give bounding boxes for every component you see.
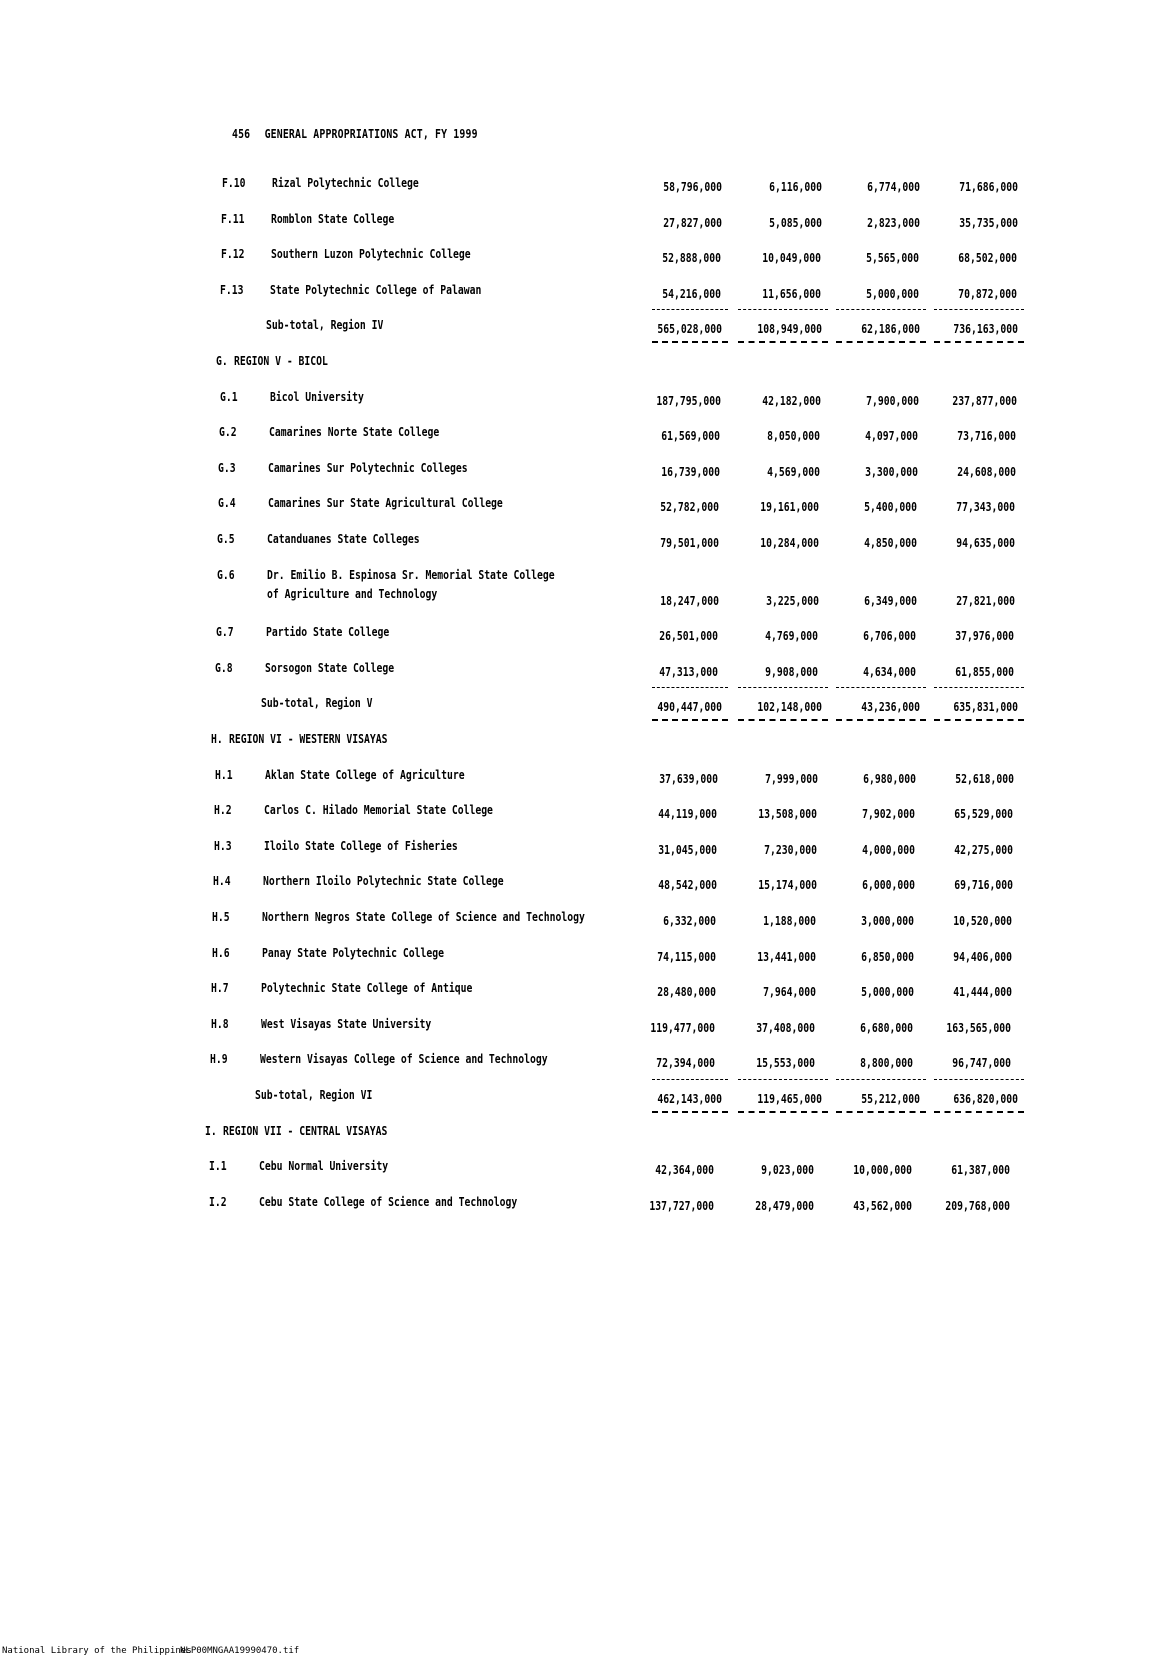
row-name [261,980,472,995]
row-code: G.1 [219,388,238,404]
row-name [270,389,364,404]
amount-cell: 58,796,000 [663,179,722,194]
subtotal-amount: 636,820,000 [953,1091,1018,1106]
row-name-line1: Catanduanes State Colleges [267,531,420,546]
amount-cell: 6,000,000 [861,877,915,893]
amount-cell: 4,000,000 [862,841,915,857]
table-row [0,460,1160,482]
row-code: F.13 [220,281,244,297]
amount-cell: 209,768,000 [945,1197,1011,1213]
row-name [262,945,444,960]
amount-cell: 79,501,000 [660,535,720,550]
amount-cell: 44,119,000 [658,806,718,822]
row-name [263,873,504,888]
row-code: G.5 [217,531,235,546]
row-code: G.6 [216,566,235,582]
amount-cell: 28,480,000 [656,984,716,1000]
table-row [0,1051,1160,1073]
row-name-line1: Panay State Polytechnic College [261,944,444,960]
subtotal-rule-top [836,309,926,310]
amount-cell: 6,680,000 [860,1019,914,1035]
amount-cell: 119,477,000 [650,1019,716,1035]
table-row [0,945,1160,967]
amount-cell: 71,686,000 [959,179,1018,194]
amount-cell: 42,182,000 [761,392,821,408]
table-row [0,566,1160,608]
amount-cell: 4,850,000 [864,535,918,550]
subtotal-rule-top [738,1079,828,1080]
subtotal-amount: 736,163,000 [953,321,1018,337]
row-code: G.4 [217,495,236,511]
page-header [232,127,486,141]
row-code: H.2 [214,802,232,818]
amount-cell: 5,000,000 [866,285,919,301]
amount-cell: 2,823,000 [866,214,920,230]
amount-cell: 9,908,000 [765,663,819,679]
amount-cell: 6,116,000 [769,179,822,194]
row-code: H.1 [214,766,233,782]
subtotal-rule-bottom [652,719,728,721]
row-name-line1: Sorsogon State College [265,659,395,675]
table-row [0,531,1160,553]
amount-cell: 77,343,000 [956,499,1016,515]
amount-cell: 42,275,000 [954,841,1013,857]
section-heading [216,353,334,368]
amount-cell: 18,247,000 [660,592,719,608]
amount-cell: 7,902,000 [862,806,916,822]
amount-cell: 69,716,000 [953,877,1013,893]
amount-cell: 52,618,000 [954,770,1014,786]
amount-cell: 26,501,000 [659,628,719,644]
amount-cell: 19,161,000 [760,499,820,515]
amount-cell: 28,479,000 [755,1197,815,1213]
row-name [261,1016,431,1031]
row-code: I.2 [208,1193,227,1209]
row-name-line1: Camarines Norte State College [269,424,440,440]
subtotal-rule-bottom [652,341,728,343]
footer-library: National Library of the Philippines [2,1646,192,1656]
row-name [265,767,465,782]
table-row [0,767,1160,789]
subtotal-rule-bottom [836,719,926,721]
amount-cell: 35,735,000 [958,214,1018,230]
section-letter: I. [205,1122,218,1138]
subtotal-rule-top [652,1079,728,1080]
section-heading [205,1123,394,1138]
table-row [0,495,1160,517]
amount-cell: 61,569,000 [661,428,721,444]
row-name [262,909,585,924]
row-name [259,1158,388,1173]
subtotal-label: Sub-total, Region VI [255,1087,373,1102]
amount-cell: 3,000,000 [861,913,915,928]
section-letter: H. [210,731,223,746]
subtotal-rule-bottom [934,341,1024,343]
row-code: H.4 [213,873,231,889]
subtotal-rule-top [652,687,728,688]
amount-cell: 74,115,000 [657,948,716,964]
subtotal-rule-top [934,309,1024,310]
row-name-line1: Carlos C. Hilado Memorial State College [264,802,494,818]
table-row [0,389,1160,411]
row-name-line1: Romblon State College [271,210,395,226]
table-row [0,246,1160,268]
amount-cell: 10,049,000 [762,250,822,266]
document-title: GENERAL APPROPRIATIONS ACT, FY 1999 [264,127,478,141]
amount-cell: 6,774,000 [867,179,920,194]
row-name-line1: Northern Negros State College of Science and Technology [262,909,586,924]
amount-cell: 4,634,000 [863,663,917,679]
amount-cell: 48,542,000 [657,877,717,893]
amount-cell: 24,608,000 [957,463,1016,479]
subtotal-rule-top [934,687,1024,688]
amount-cell: 8,050,000 [767,428,821,444]
table-row [0,909,1160,931]
section-title: REGION VII - CENTRAL VISAYAS [223,1122,388,1138]
subtotal-row [0,695,1160,717]
row-code: G.3 [218,459,237,475]
subtotal-amount: 62,186,000 [861,321,920,337]
row-code: F.12 [220,246,245,262]
amount-cell: 10,520,000 [953,913,1013,928]
amount-cell: 13,508,000 [758,806,818,822]
amount-cell: 13,441,000 [757,948,816,964]
table-row [0,1194,1160,1216]
amount-cell: 37,408,000 [756,1019,816,1035]
section-heading [211,731,394,746]
subtotal-rule-top [934,1079,1024,1080]
subtotal-amount: 565,028,000 [657,321,722,337]
page-number: 456 [232,127,251,141]
subtotal-amount: 102,148,000 [757,699,822,715]
amount-cell: 94,635,000 [956,535,1016,550]
row-name-line1: Southern Luzon Polytechnic College [270,246,471,262]
row-name-line1: Polytechnic State College of Antique [261,980,473,996]
amount-cell: 3,300,000 [864,463,918,479]
amount-cell: 4,097,000 [865,428,919,444]
row-name [268,495,503,510]
amount-cell: 68,502,000 [958,250,1018,266]
amount-cell: 237,877,000 [951,392,1017,408]
subtotal-rule-bottom [738,719,828,721]
subtotal-amount: 490,447,000 [657,699,722,715]
table-row [0,980,1160,1002]
amount-cell: 43,562,000 [853,1197,913,1213]
subtotal-label: Sub-total, Region V [260,695,373,711]
table-row [0,1158,1160,1180]
amount-cell: 41,444,000 [952,984,1012,1000]
row-name-line1: Camarines Sur Polytechnic Colleges [268,459,468,475]
amount-cell: 70,872,000 [958,285,1017,301]
row-name [259,1194,517,1209]
row-code: F.11 [221,210,245,226]
amount-cell: 15,174,000 [757,877,817,893]
amount-cell: 5,565,000 [866,250,920,266]
row-name-line1: Rizal Polytechnic College [272,175,419,190]
row-code: F.10 [222,175,246,190]
amount-cell: 54,216,000 [662,285,721,301]
subtotal-rule-bottom [934,1111,1024,1113]
amount-cell: 27,821,000 [956,592,1015,608]
subtotal-row [0,1087,1160,1109]
amount-cell: 42,364,000 [655,1162,715,1178]
row-name-line2: of Agriculture and Technology [266,585,437,601]
amount-cell: 4,569,000 [766,463,820,479]
subtotal-rule-top [836,1079,926,1080]
table-row [0,624,1160,646]
subtotal-rule-top [652,309,728,310]
subtotal-amount: 108,949,000 [757,321,822,337]
row-code: G.7 [216,624,234,640]
table-row [0,211,1160,233]
table-row [0,660,1160,682]
subtotal-rule-top [836,687,926,688]
table-row [0,424,1160,446]
row-code: G.8 [215,659,234,675]
amount-cell: 65,529,000 [954,806,1014,822]
row-code: H.7 [211,980,229,996]
amount-cell: 6,706,000 [863,628,917,644]
footer-file: NLP00MNGAA19990470.tif [180,1646,300,1656]
subtotal-rule-bottom [738,1111,828,1113]
subtotal-rule-bottom [652,1111,728,1113]
amount-cell: 3,225,000 [765,592,819,608]
row-name [271,211,394,226]
section-title: REGION VI - WESTERN VISAYAS [228,731,388,746]
row-name-line1: Partido State College [266,624,390,640]
row-name [264,802,493,817]
amount-cell: 52,782,000 [660,499,720,515]
subtotal-row [0,317,1160,339]
amount-cell: 163,565,000 [946,1019,1012,1035]
row-name [265,660,394,675]
row-name [260,1051,548,1066]
row-name-line1: State Polytechnic College of Palawan [270,281,482,297]
amount-cell: 31,045,000 [658,841,717,857]
amount-cell: 187,795,000 [655,392,721,408]
row-name [272,175,419,190]
row-code: H.9 [210,1051,228,1067]
row-name-line1: Cebu State College of Science and Technology [258,1193,518,1209]
subtotal-amount: 462,143,000 [657,1091,722,1106]
row-code: I.1 [209,1158,228,1174]
amount-cell: 37,976,000 [955,628,1015,644]
subtotal-amount: 43,236,000 [861,699,920,715]
amount-cell: 6,850,000 [861,948,914,964]
table-row [0,282,1160,304]
amount-cell: 6,332,000 [663,913,717,928]
table-row [0,1016,1160,1038]
section-title: REGION V - BICOL [233,353,328,368]
amount-cell: 47,313,000 [659,663,719,679]
row-name-line1: Western Visayas College of Science and Technology [260,1051,548,1067]
amount-cell: 5,400,000 [864,499,918,515]
amount-cell: 15,553,000 [756,1055,815,1071]
amount-cell: 7,999,000 [764,770,818,786]
amount-cell: 1,188,000 [763,913,817,928]
row-name-line1: Dr. Emilio B. Espinosa Sr. Memorial State College [266,566,555,582]
row-code: H.8 [210,1015,229,1031]
subtotal-rule-top [738,309,828,310]
amount-cell: 16,739,000 [661,463,720,479]
amount-cell: 52,888,000 [662,250,722,266]
amount-cell: 94,406,000 [953,948,1012,964]
row-name [271,246,471,261]
subtotal-amount: 119,465,000 [757,1091,822,1106]
row-name [269,424,439,439]
subtotal-amount: 635,831,000 [953,699,1018,715]
subtotal-rule-bottom [836,1111,926,1113]
table-row [0,802,1160,824]
amount-cell: 7,900,000 [865,392,919,408]
row-name-line1: Bicol University [269,388,364,404]
subtotal-rule-top [738,687,828,688]
amount-cell: 5,085,000 [768,214,822,230]
amount-cell: 72,394,000 [656,1055,715,1071]
subtotal-rule-bottom [738,341,828,343]
row-name-line1: Iloilo State College of Fisheries [263,837,458,853]
subtotal-rule-bottom [934,719,1024,721]
row-name [267,567,555,601]
section-letter: G. [215,353,228,368]
amount-cell: 7,964,000 [762,984,816,1000]
row-name-line1: Camarines Sur State Agricultural College [267,495,503,511]
amount-cell: 37,639,000 [658,770,718,786]
row-name-line1: Aklan State College of Agriculture [264,766,465,782]
amount-cell: 8,800,000 [859,1055,913,1071]
row-name [270,282,481,297]
amount-cell: 6,980,000 [862,770,916,786]
row-code: H.3 [213,837,232,853]
subtotal-rule-bottom [836,341,926,343]
subtotal-label: Sub-total, Region IV [265,317,383,333]
subtotal-amount: 55,212,000 [861,1091,920,1106]
row-code: H.6 [211,944,230,960]
table-row [0,873,1160,895]
row-name [268,460,468,475]
amount-cell: 137,727,000 [649,1197,715,1213]
row-code: G.2 [219,424,237,440]
amount-cell: 6,349,000 [863,592,917,608]
table-row [0,175,1160,197]
amount-cell: 4,769,000 [765,628,819,644]
row-name [267,531,420,546]
amount-cell: 73,716,000 [957,428,1017,444]
row-name-line1: Northern Iloilo Polytechnic State College [263,873,504,889]
row-name [264,838,458,853]
amount-cell: 11,656,000 [762,285,821,301]
amount-cell: 10,000,000 [853,1162,913,1178]
row-name [266,624,389,639]
amount-cell: 5,000,000 [860,984,914,1000]
amount-cell: 10,284,000 [760,535,820,550]
amount-cell: 61,387,000 [951,1162,1011,1178]
amount-cell: 9,023,000 [761,1162,815,1178]
amount-cell: 96,747,000 [952,1055,1011,1071]
row-code: H.5 [212,909,231,924]
amount-cell: 7,230,000 [764,841,817,857]
row-name-line1: West Visayas State University [260,1015,431,1031]
table-row [0,838,1160,860]
row-name-line1: Cebu Normal University [259,1158,389,1174]
amount-cell: 61,855,000 [955,663,1015,679]
amount-cell: 27,827,000 [662,214,722,230]
